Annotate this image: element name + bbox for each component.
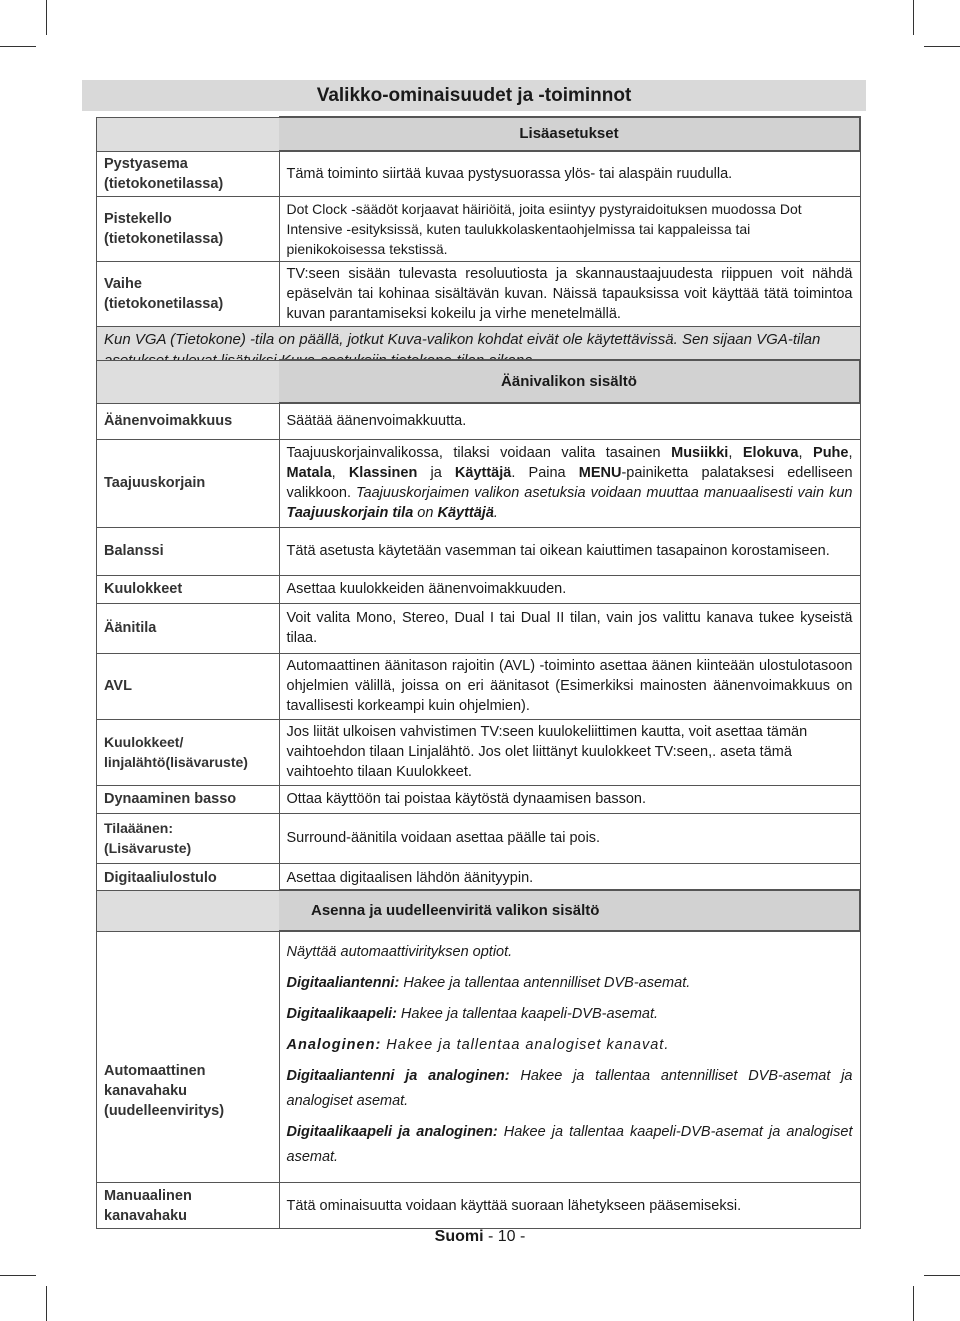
sound-label: Dynaaminen basso <box>97 785 280 813</box>
install-label <box>97 931 280 1183</box>
sound-desc: Asettaa kuulokkeiden äänenvoimakkuuden. <box>279 575 860 603</box>
sound-label <box>97 719 280 785</box>
sound-label: Äänitila <box>97 603 280 653</box>
advanced-header: Lisäasetukset <box>279 117 860 151</box>
label-line: (tietokonetilassa) <box>104 175 224 192</box>
advanced-desc: Dot Clock -säädöt korjaavat häiriöitä, joita esiintyy pystyraidoituksen muodossa Dot Intensive -esityksissä, kuten taulukkolaskentaohjelmissa tai kappaleissa tai pienikokoisessa tekstissä. <box>279 196 860 261</box>
header-spacer <box>97 890 280 931</box>
auto-option <box>287 1120 853 1170</box>
label-line: Pistekello <box>104 210 172 227</box>
sound-desc: Surround-äänitila voidaan asettaa päälle tai pois. <box>279 813 860 863</box>
mode-name: Puhe <box>813 445 849 461</box>
page-number: - 10 - <box>483 1228 526 1245</box>
text-run: , <box>798 445 803 461</box>
label-line: linjalähtö(lisävaruste) <box>104 754 248 770</box>
manual-search-desc: Tätä ominaisuutta voidaan käyttää suoraan lähetykseen pääsemiseksi. <box>279 1183 860 1229</box>
text-run: , <box>848 445 853 461</box>
sound-label: AVL <box>97 653 280 719</box>
text-run: Taajuuskorjain tila <box>286 505 414 521</box>
advanced-desc: TV:seen sisään tulevasta resoluutiosta ja skannaustaajuudesta riippuen voit nähdä epäselvän tai kohinaa sisältävän kuvan. Näissä tapauksissa voit käyttää tätä toimintoa kuvan parantamiseksi kokeilu ja virhe menetelmällä. <box>279 261 860 326</box>
text-run: -painiketta palataksesi edelliseen valikkoon. <box>286 465 853 501</box>
text-run: , <box>728 445 743 461</box>
option-desc: Hakee ja tallentaa antennilliset DVB-asemat. <box>399 975 691 991</box>
sound-desc <box>279 439 860 527</box>
sound-desc: Asettaa digitaalisen lähdön äänityypin. <box>279 863 860 893</box>
advanced-desc: Tämä toiminto siirtää kuvaa pystysuorassa ylös- tai alaspäin ruudulla. <box>279 151 860 196</box>
sound-desc: Tätä asetusta käytetään vasemman tai oikean kaiuttimen tasapainon korostamiseen. <box>279 527 860 575</box>
text-run: . <box>493 505 498 521</box>
crop-mark <box>0 1275 36 1276</box>
text-run: ja <box>417 465 455 481</box>
label-line: Manuaalinen <box>104 1187 192 1204</box>
label-line: (tietokonetilassa) <box>104 230 224 247</box>
sound-label: Taajuuskorjain <box>97 439 280 527</box>
option-desc: Hakee ja tallentaa kaapeli-DVB-asemat. <box>396 1006 659 1022</box>
sound-desc: Jos liität ulkoisen vahvistimen TV:seen kuulokeliittimen kautta, voit asettaa tämän vaihtoehdon tilaan Linjalähtö. Jos olet liittänyt kuulokkeet TV:seen,. aseta tämä vaihtoehto tilaan Kuulokkeet. <box>279 719 860 785</box>
sound-label: Kuulokkeet <box>97 575 280 603</box>
crop-mark <box>913 0 914 35</box>
advanced-settings-table <box>96 116 861 374</box>
header-spacer <box>97 360 280 403</box>
page-title: Valikko-ominaisuudet ja -toiminnot <box>82 80 866 111</box>
install-header <box>279 890 860 931</box>
sound-desc: Ottaa käyttöön tai poistaa käytöstä dynaamisen basson. <box>279 785 860 813</box>
text-run: Taajuuskorjaimen valikon asetuksia voidaan muuttaa manuaalisesti vain kun <box>356 485 853 501</box>
auto-option <box>287 1002 853 1027</box>
menu-key: MENU <box>578 465 622 481</box>
option-desc: Hakee ja tallentaa antennilliset DVB-asemat ja analogiset asemat. <box>286 1068 853 1109</box>
install-header-text: Asenna ja uudelleenviritä valikon sisältö <box>311 901 600 919</box>
sound-label: Digitaaliulostulo <box>97 863 280 893</box>
text-run: Käyttäjä <box>437 505 494 521</box>
option-term: Digitaaliantenni: <box>286 975 400 991</box>
option-term: Digitaalikaapeli ja analoginen: <box>286 1124 498 1140</box>
advanced-label <box>97 196 280 261</box>
auto-option <box>287 1033 853 1058</box>
label-line: Automaattinen <box>104 1062 206 1079</box>
auto-search-desc <box>279 931 860 1183</box>
page-footer <box>0 1228 960 1246</box>
sound-desc: Voit valita Mono, Stereo, Dual I tai Dual II tilan, vain jos valittu kanava tukee kyseistä tilaa. <box>279 603 860 653</box>
text-run: Taajuuskorjainvalikossa, tilaksi voidaan valita tasainen <box>286 445 672 461</box>
mode-name: Matala <box>286 465 332 481</box>
auto-option <box>287 971 853 996</box>
label-line: Kuulokkeet/ <box>104 734 184 750</box>
label-line: (tietokonetilassa) <box>104 295 224 312</box>
text-run: on <box>413 505 438 521</box>
option-term: Digitaalikaapeli: <box>286 1006 397 1022</box>
option-desc: Hakee ja tallentaa analogiset kanavat. <box>381 1037 670 1053</box>
label-line: kanavahaku <box>104 1082 188 1099</box>
label-line: (uudelleenviritys) <box>104 1102 225 1119</box>
crop-mark <box>913 1286 914 1321</box>
install-menu-table <box>96 889 861 1229</box>
label-line: Vaihe <box>104 275 142 292</box>
header-spacer <box>97 117 280 151</box>
crop-mark <box>924 1275 960 1276</box>
auto-intro: Näyttää automaattivirityksen optiot. <box>286 944 513 960</box>
sound-header: Äänivalikon sisältö <box>279 360 860 403</box>
mode-name: Käyttäjä <box>454 465 512 481</box>
vga-note: Kun VGA (Tietokone) -tila on päällä, jotkut Kuva-valikon kohdat eivät ole käytettävissä. Sen sijaan VGA-tilan <box>97 326 861 373</box>
install-label <box>97 1183 280 1229</box>
crop-mark <box>924 46 960 47</box>
sound-menu-table <box>96 359 861 894</box>
text-run: . Paina <box>511 465 579 481</box>
crop-mark <box>46 1286 47 1321</box>
mode-name: Musiikki <box>671 445 729 461</box>
advanced-label <box>97 151 280 196</box>
crop-mark <box>46 0 47 35</box>
option-term: Digitaaliantenni ja analoginen: <box>286 1068 510 1084</box>
mode-name: Klassinen <box>348 465 418 481</box>
crop-mark <box>0 46 36 47</box>
advanced-label <box>97 261 280 326</box>
option-desc: Hakee ja tallentaa kaapeli-DVB-asemat ja analogiset asemat. <box>286 1124 853 1165</box>
mode-name: Elokuva <box>742 445 799 461</box>
auto-option <box>287 1064 853 1114</box>
sound-desc: Säätää äänenvoimakkuutta. <box>279 403 860 439</box>
sound-desc: Automaattinen äänitason rajoitin (AVL) -toiminto asettaa äänen kiinteään ulostulotasoon ohjelmien välillä, joissa on eri äänitasot (Esimerkiksi mainosten äänenvoimakkuus on tavallisesti korkeampi kuin ohjelmien). <box>279 653 860 719</box>
label-line: Pystyasema <box>104 155 188 172</box>
label-line: kanavahaku <box>104 1207 188 1224</box>
sound-label <box>97 813 280 863</box>
sound-label: Balanssi <box>97 527 280 575</box>
sound-label: Äänenvoimakkuus <box>97 403 280 439</box>
label-line: (Lisävaruste) <box>104 840 192 856</box>
option-term: Analoginen: <box>286 1037 382 1053</box>
label-line: Tilaäänen: <box>104 820 173 836</box>
footer-language: Suomi <box>434 1228 484 1245</box>
text-run: , <box>331 465 349 481</box>
